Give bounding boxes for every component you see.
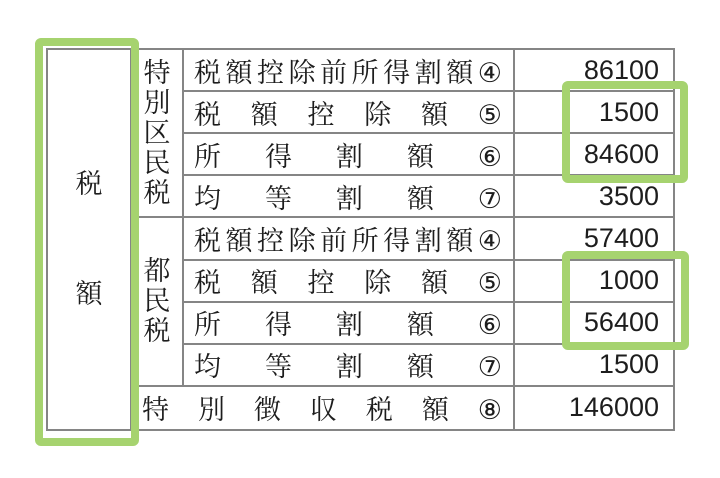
row-value: 146000 [568, 392, 659, 423]
row-label: 均等割額⑦ [194, 352, 503, 383]
value-cell [515, 176, 673, 218]
label-cell [184, 303, 515, 345]
row-value: 1500 [598, 96, 659, 127]
row-label: 所得割額⑥ [194, 141, 503, 172]
value-cell [515, 261, 673, 303]
vertical-char: 民 [143, 286, 171, 317]
vertical-char: 税 [75, 168, 103, 199]
vertical-char: 額 [75, 278, 103, 309]
vertical-char: 別 [143, 87, 171, 118]
total-row-label-cell [132, 387, 515, 429]
row-label: 税額控除額⑤ [194, 268, 503, 299]
total-value-cell [515, 387, 673, 429]
tax-amount-row-header [48, 50, 132, 429]
group-header-special-ward-tax [132, 50, 184, 218]
value-cell [515, 303, 673, 345]
row-label: 特別徴収税額⑧ [142, 395, 503, 426]
value-cell [515, 50, 673, 92]
value-cell [515, 218, 673, 260]
label-cell [184, 92, 515, 134]
label-cell [184, 261, 515, 303]
group-header-metropolitan-tax [132, 218, 184, 386]
row-value: 3500 [598, 180, 659, 211]
row-label: 所得割額⑥ [194, 310, 503, 341]
vertical-char: 区 [143, 117, 171, 148]
row-value: 86100 [583, 54, 659, 85]
row-value: 57400 [583, 222, 659, 253]
row-value: 1500 [598, 349, 659, 380]
label-cell [184, 50, 515, 92]
value-cell [515, 345, 673, 387]
vertical-char: 税 [143, 316, 171, 347]
label-cell [184, 134, 515, 176]
vertical-char: 税 [143, 177, 171, 208]
label-cell [184, 176, 515, 218]
tax-amount-table [46, 48, 675, 431]
row-label: 税額控除前所得割額④ [194, 225, 503, 256]
label-cell [184, 218, 515, 260]
row-value: 1000 [598, 265, 659, 296]
row-value: 56400 [583, 307, 659, 338]
value-cell [515, 92, 673, 134]
value-cell [515, 134, 673, 176]
row-value: 84600 [583, 138, 659, 169]
vertical-char: 都 [143, 256, 171, 287]
row-label: 税額控除額⑤ [194, 99, 503, 130]
vertical-char: 特 [143, 57, 171, 88]
vertical-char: 民 [143, 147, 171, 178]
label-cell [184, 345, 515, 387]
row-label: 均等割額⑦ [194, 183, 503, 214]
row-label: 税額控除前所得割額④ [194, 57, 503, 88]
